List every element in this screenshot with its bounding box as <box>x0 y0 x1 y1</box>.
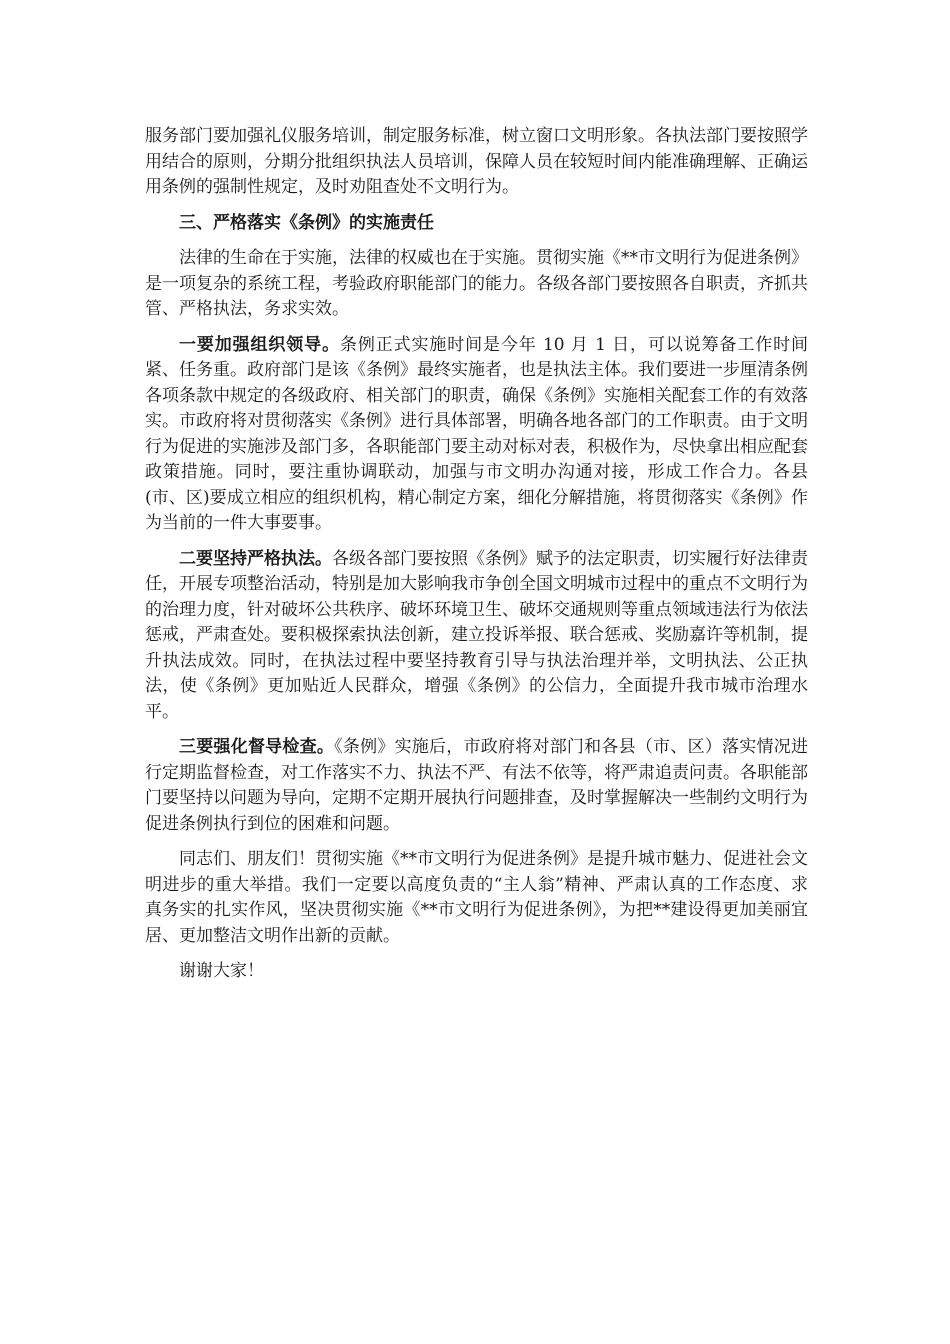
paragraph-supervision <box>145 735 808 837</box>
paragraph-training <box>145 124 808 201</box>
paragraph-leadership <box>145 333 808 537</box>
paragraph-lead: 二要坚持严格执法。 <box>179 548 332 569</box>
paragraph-enforcement <box>145 547 808 726</box>
paragraph-lead: 三要强化督导检查。 <box>179 737 335 757</box>
paragraph-lead: 一要加强组织领导。 <box>179 334 340 355</box>
paragraph-closing <box>145 847 808 949</box>
paragraph-text: 同志们、朋友们！贯彻实施《**市文明行为促进条例》是提升城市魅力、促进社会文明进步的重大举措。我们一定要以高度负责的“主人翁”精神、严肃认真的工作态度、求真务实的扎实作风，坚决贯彻实施《**市文明行为促进条例》，为把**建设得更加美丽宜居、更加整洁文明作出新的贡献。 <box>145 849 808 946</box>
paragraph-text: 谢谢大家！ <box>179 961 264 981</box>
paragraph-intro <box>145 246 808 323</box>
paragraph-text: 服务部门要加强礼仪服务培训，制定服务标准，树立窗口文明形象。各执法部门要按照学用结合的原则，分期分批组织执法人员培训，保障人员在较短时间内能准确理解、正确运用条例的强制性规定，及时劝阻查处不文明行为。 <box>145 126 808 197</box>
paragraph-thanks <box>145 959 808 985</box>
section-heading-text: 三、严格落实《条例》的实施责任 <box>179 212 434 233</box>
paragraph-text: 法律的生命在于实施，法律的权威也在于实施。贯彻实施《**市文明行为促进条例》是一项复杂的系统工程，考验政府职能部门的能力。各级各部门要按照各自职责，齐抓共管、严格执法，务求实效。 <box>145 248 808 319</box>
paragraph-text: 《条例》实施后，市政府将对部门和各县（市、区）落实情况进行定期监督检查，对工作落实不力、执法不严、有法不依等，将严肃追责问责。各职能部门要坚持以问题为导向，定期不定期开展执行问题排查，及时掌握解决一些制约文明行为促进条例执行到位的困难和问题。 <box>145 737 808 834</box>
section-heading <box>145 211 808 237</box>
paragraph-text: 各级各部门要按照《条例》赋予的法定职责，切实履行好法律责任，开展专项整治活动，特别是加大影响我市争创全国文明城市过程中的重点不文明行为的治理力度，针对破坏公共秩序、破坏环境卫生、破坏交通规则等重点领域违法行为依法惩戒，严肃查处。要积极探索执法创新，建立投诉举报、联合惩戒、奖励嘉许等机制，提升执法成效。同时，在执法过程中要坚持教育引导与执法治理并举，文明执法、公正执法，使《条例》更加贴近人民群众，增强《条例》的公信力，全面提升我市城市治理水平。 <box>145 548 808 722</box>
document-body <box>145 124 808 995</box>
paragraph-text: 条例正式实施时间是今年 10 月 1 日，可以说筹备工作时间紧、任务重。政府部门是该《条例》最终实施者，也是执法主体。我们要进一步厘清条例各项条款中规定的各级政府、相关部门的职责，确保《条例》实施相关配套工作的有效落实。市政府将对贯彻落实《条例》进行具体部署，明确各地各部门的工作职责。由于文明行为促进的实施涉及部门多，各职能部门要主动对标对表，积极作为，尽快拿出相应配套政策措施。同时，要注重协调联动，加强与市文明办沟通对接，形成工作合力。各县(市、区)要成立相应的组织机构，精心制定方案，细化分解措施，将贯彻落实《条例》作为当前的一件大事要事。 <box>145 334 809 533</box>
